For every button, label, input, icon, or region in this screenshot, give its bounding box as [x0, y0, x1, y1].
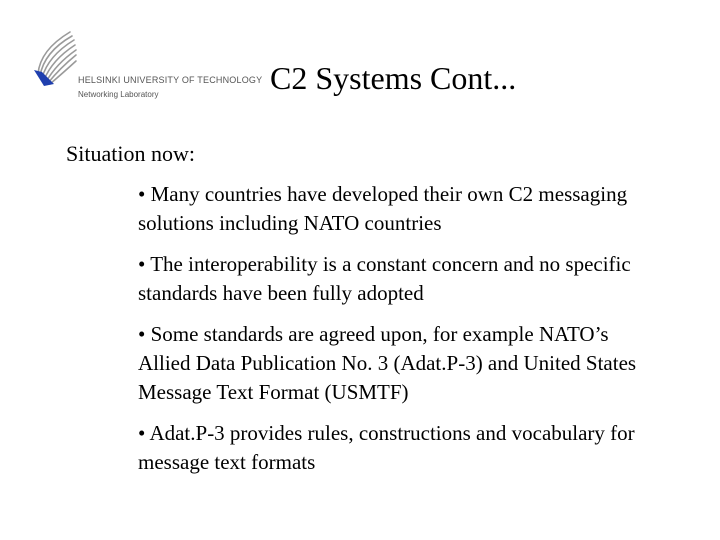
subheading: Situation now: [66, 141, 195, 166]
bullet-item: • Adat.P-3 provides rules, constructions and vocabulary for message text formats [138, 421, 635, 474]
slide-title: C2 Systems Cont... [270, 60, 517, 96]
bullet-item: • Some standards are agreed upon, for example NATO’s Allied Data Publication No. 3 (Adat.P-3) and United States Message Text Format (USMTF) [138, 322, 637, 404]
lab-name: Networking Laboratory [78, 90, 159, 99]
university-name: HELSINKI UNIVERSITY OF TECHNOLOGY [78, 75, 263, 85]
university-logo [30, 30, 263, 105]
bullet-item: • The interoperability is a constant concern and no specific standards have been fully adopted [138, 252, 631, 305]
bullet-list [138, 180, 658, 489]
stylized-wing-icon [30, 30, 78, 88]
bullet-item: • Many countries have developed their own C2 messaging solutions including NATO countries [138, 182, 628, 235]
